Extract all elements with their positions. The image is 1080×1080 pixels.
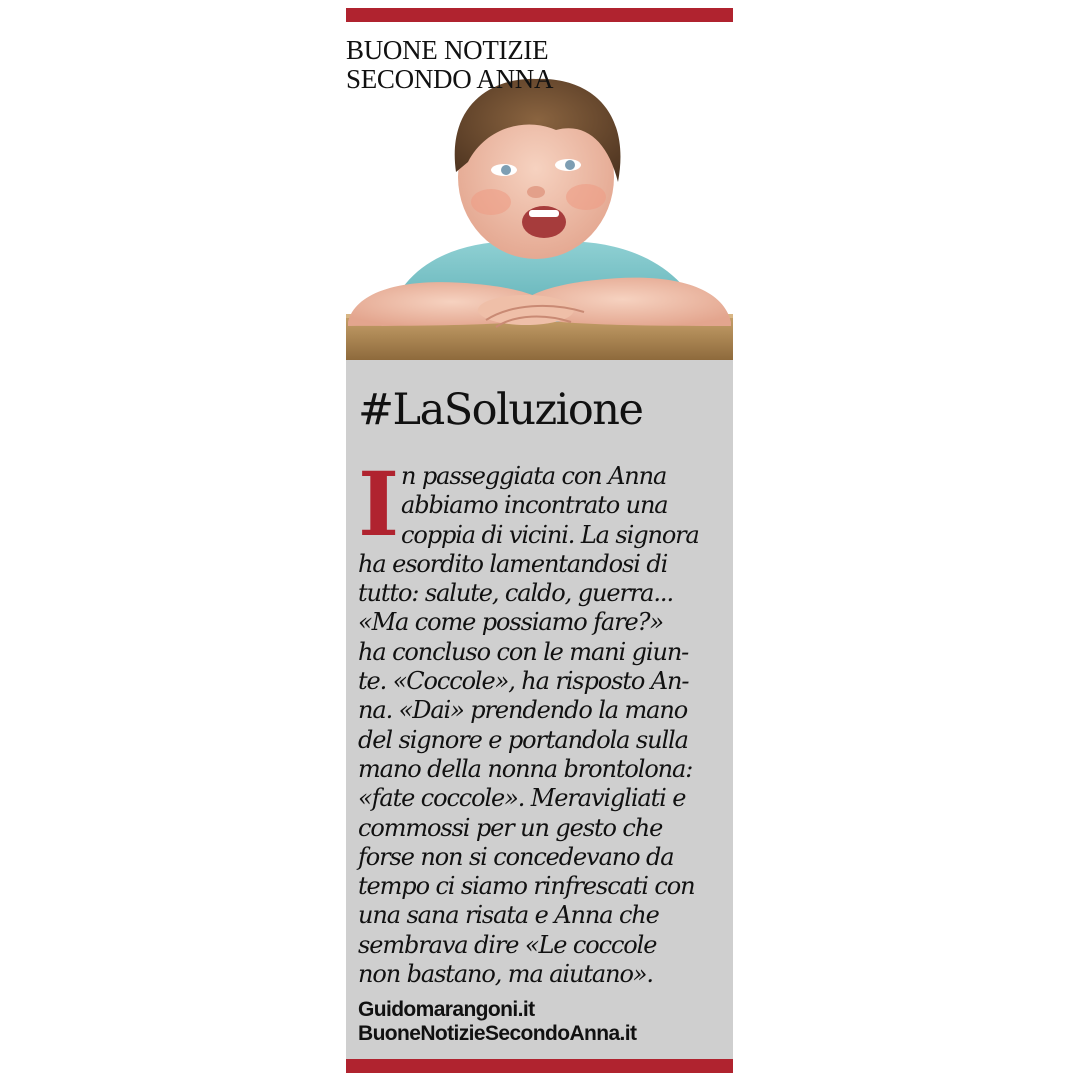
bottom-rule: [346, 1059, 733, 1073]
article-line: tutto: salute, caldo, guerra...: [358, 579, 673, 608]
article-line: n passeggiata con Anna: [401, 462, 667, 490]
article-line: forse non si concedevano da: [358, 842, 674, 871]
article-line: commossi per un gesto che: [358, 813, 663, 842]
article-line: del signore e portandola sulla: [358, 725, 688, 754]
article-panel: [346, 360, 733, 1059]
article-line: tempo ci siamo rinfrescati con: [358, 872, 695, 901]
article-line: te. «Coccole», ha risposto An-: [358, 667, 689, 696]
article-line: ha esordito lamentandosi di: [358, 549, 668, 578]
drop-cap: I: [358, 452, 400, 556]
credit-site-1[interactable]: Guidomarangoni.it: [358, 998, 535, 1021]
article-line: coppia di vicini. La signora: [401, 520, 699, 549]
article-line: abbiamo incontrato una: [401, 491, 668, 520]
kicker-line-2: SECONDO ANNA: [346, 64, 554, 94]
headline: #LaSoluzione: [358, 385, 643, 435]
kicker-line-1: BUONE NOTIZIE: [346, 35, 549, 65]
article-body: [358, 452, 733, 989]
article-line: sembrava dire «Le coccole: [358, 930, 657, 959]
article-column: [346, 8, 733, 1075]
article-line: «Ma come possiamo fare?»: [358, 608, 663, 637]
article-line: non bastano, ma aiutano».: [358, 960, 653, 989]
credits: [358, 998, 636, 1046]
article-line: una sana risata e Anna che: [358, 901, 659, 930]
article-line: na. «Dai» prendendo la mano: [358, 696, 688, 725]
series-kicker: [346, 36, 553, 94]
top-rule: [346, 8, 733, 22]
article-line: ha concluso con le mani giun-: [358, 637, 689, 666]
credit-site-2[interactable]: BuoneNotizieSecondoAnna.it: [358, 1022, 637, 1045]
article-line: «fate coccole». Meravigliati e: [358, 784, 686, 813]
article-line: mano della nonna brontolona:: [358, 754, 693, 783]
